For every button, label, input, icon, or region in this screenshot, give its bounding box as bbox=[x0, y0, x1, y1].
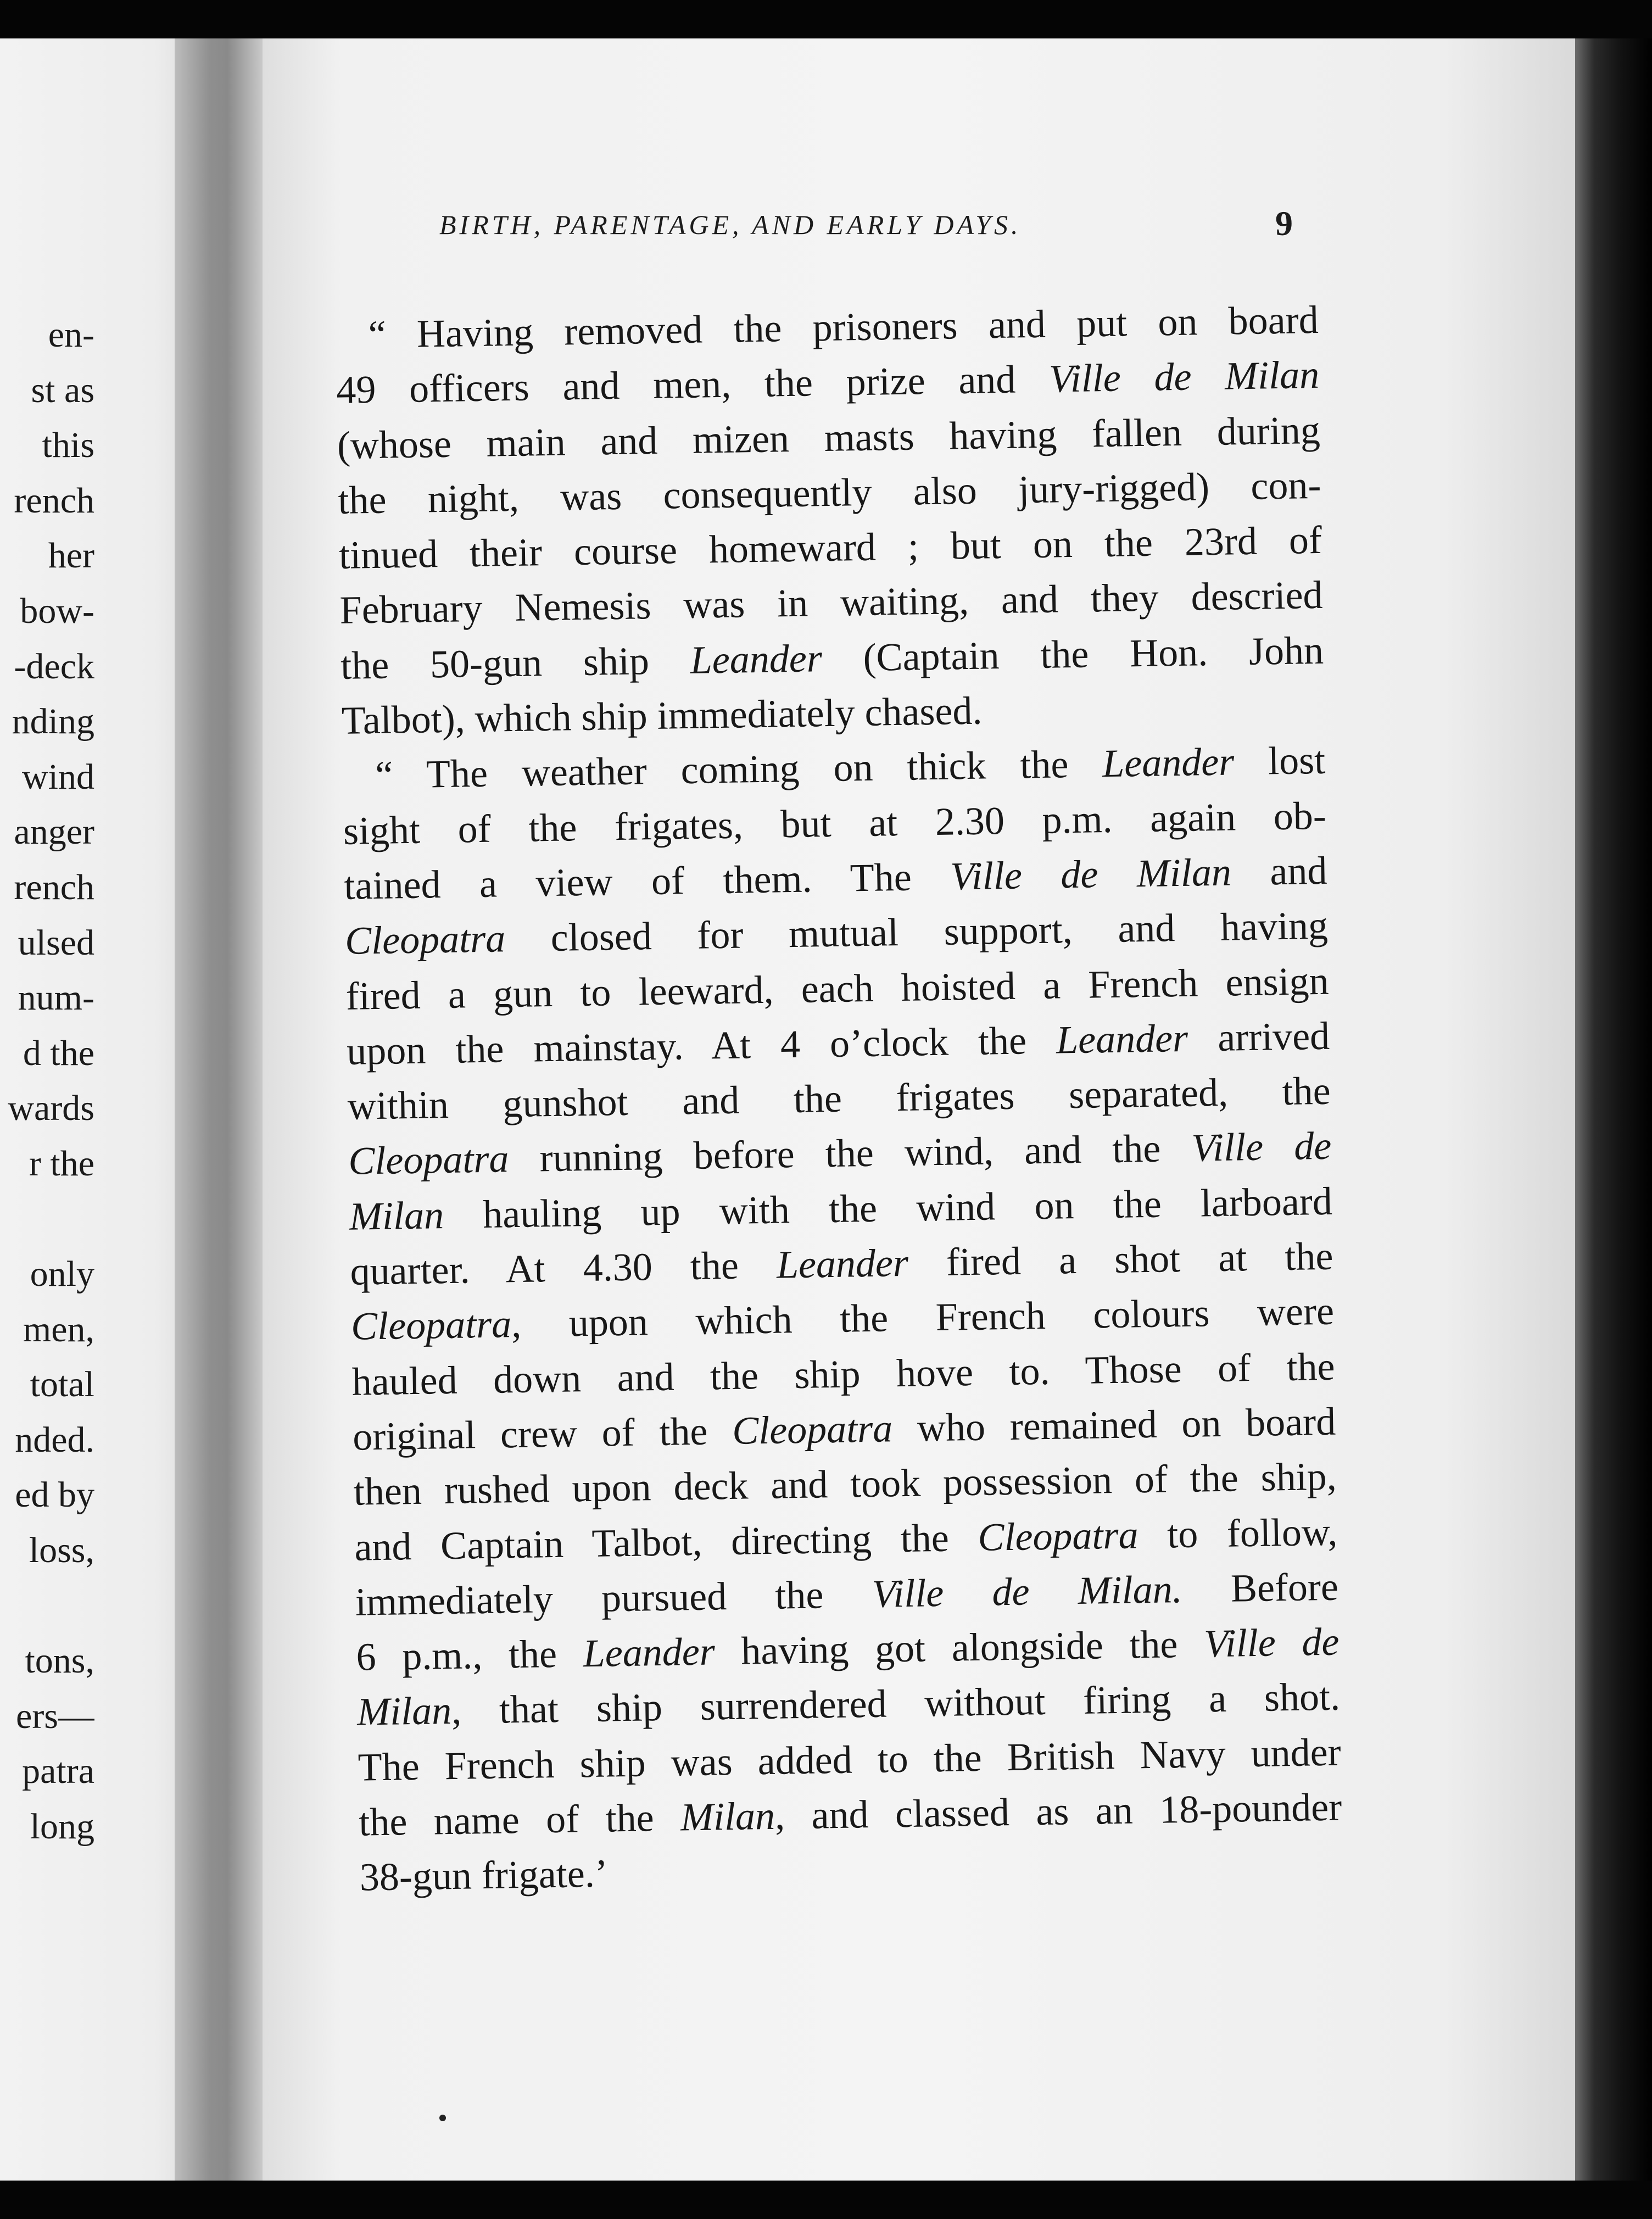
left-page-line: rench bbox=[14, 480, 94, 521]
italic-ship-name: Ville de bbox=[1191, 1124, 1332, 1170]
left-page-line: only bbox=[30, 1254, 94, 1295]
text-run: within gunshot and the frigates separated, the bbox=[347, 1068, 1331, 1128]
text-run: closed for mutual support, and having bbox=[505, 904, 1329, 961]
text-run: 6 p.m., the bbox=[355, 1631, 584, 1679]
text-run: immediately pursued the bbox=[355, 1571, 873, 1624]
text-run: sight of the frigates, but at 2.30 p.m. again ob- bbox=[343, 793, 1327, 853]
text-run: running before the wind, and the bbox=[508, 1126, 1192, 1181]
left-page-line: patra bbox=[22, 1751, 94, 1792]
left-page-line: rench bbox=[14, 867, 94, 907]
text-run: arrived bbox=[1187, 1013, 1330, 1060]
left-page-line: st as bbox=[31, 370, 94, 410]
text-run: 49 officers and men, the prize and bbox=[336, 356, 1050, 412]
left-page-line: ers— bbox=[16, 1696, 94, 1736]
page-number: 9 bbox=[1275, 204, 1293, 243]
left-page-line: bow- bbox=[20, 590, 94, 631]
left-page-line: men, bbox=[23, 1309, 94, 1350]
scan-bottom-border bbox=[0, 2181, 1652, 2219]
italic-ship-name: Leander bbox=[1056, 1016, 1188, 1062]
text-run: the 50-gun ship bbox=[340, 638, 691, 688]
left-page-line: loss, bbox=[29, 1530, 94, 1571]
text-run: tinued their course homeward ; but on the 23rd of bbox=[338, 518, 1322, 578]
text-run: The French ship was added to the British Navy under bbox=[358, 1730, 1342, 1789]
italic-ship-name: Ville de Milan. bbox=[871, 1566, 1183, 1616]
text-run: lost bbox=[1234, 738, 1326, 784]
left-page-line: wind bbox=[22, 756, 94, 797]
text-run: Talbot), which ship immediately chased. bbox=[341, 688, 983, 743]
left-page-line: total bbox=[30, 1364, 94, 1405]
italic-ship-name: Leander bbox=[1102, 739, 1235, 786]
text-run: and bbox=[1231, 848, 1327, 894]
left-page-line: her bbox=[48, 536, 94, 576]
italic-ship-name: Milan bbox=[680, 1793, 775, 1839]
italic-ship-name: Leander bbox=[690, 635, 823, 682]
left-page-line bbox=[0, 1192, 94, 1247]
text-run: hauling up with the wind on the larboard bbox=[443, 1179, 1333, 1237]
text-run: then rushed upon deck and took possession of the ship, bbox=[353, 1454, 1337, 1514]
text-run: , that ship surrendered without firing a shot. bbox=[451, 1674, 1341, 1733]
left-page-line: ed by bbox=[15, 1475, 94, 1515]
text-run: “ Having removed the prisoners and put on board bbox=[368, 297, 1319, 357]
left-page-line: nded. bbox=[15, 1419, 94, 1460]
text-run: , and classed as an 18-pounder bbox=[774, 1785, 1342, 1838]
italic-ship-name: Cleopatra bbox=[348, 1136, 510, 1184]
ink-speck bbox=[439, 2115, 446, 2121]
italic-ship-name: Leander bbox=[583, 1629, 716, 1676]
text-run: 38-gun frigate.’ bbox=[359, 1851, 609, 1899]
text-run: the night, was consequently also jury-rigged) con- bbox=[337, 462, 1321, 522]
left-page-text-fragments bbox=[0, 308, 94, 1855]
italic-ship-name: Cleopatra bbox=[350, 1302, 512, 1349]
book-edge-shadow bbox=[1575, 38, 1652, 2181]
left-page-line: this bbox=[42, 425, 94, 466]
italic-ship-name: Milan bbox=[356, 1688, 452, 1735]
text-run: quarter. At 4.30 the bbox=[349, 1242, 777, 1294]
italic-ship-name: Cleopatra bbox=[732, 1406, 893, 1453]
italic-ship-name: Ville de Milan bbox=[950, 850, 1232, 899]
text-run: (Captain the Hon. John bbox=[822, 628, 1324, 680]
book-gutter-shadow bbox=[175, 38, 263, 2181]
page-body-text bbox=[335, 292, 1343, 1905]
text-run: (whose main and mizen masts having fallen during bbox=[337, 408, 1321, 467]
text-run: and Captain Talbot, directing the bbox=[354, 1515, 979, 1569]
left-page-line: -deck bbox=[14, 646, 94, 687]
text-run: February Nemesis was in waiting, and they descried bbox=[339, 573, 1324, 633]
scan-top-border bbox=[0, 0, 1652, 38]
text-run: Before bbox=[1182, 1564, 1339, 1611]
text-run: fired a gun to leeward, each hoisted a French ensign bbox=[345, 958, 1330, 1018]
text-run: upon the mainstay. At 4 o’clock the bbox=[346, 1018, 1057, 1073]
left-page-line: tons, bbox=[25, 1641, 94, 1681]
italic-ship-name: Milan bbox=[349, 1192, 444, 1239]
text-run: having got alongside the bbox=[715, 1621, 1204, 1674]
running-title: BIRTH, PARENTAGE, AND EARLY DAYS. bbox=[439, 209, 1022, 240]
left-page-line: num- bbox=[18, 978, 94, 1018]
left-page-line: nding bbox=[12, 701, 94, 742]
italic-ship-name: Cleopatra bbox=[344, 916, 506, 963]
text-run: the name of the bbox=[358, 1795, 681, 1844]
text-run: “ The weather coming on thick the bbox=[375, 741, 1103, 798]
left-page-line: en- bbox=[48, 315, 94, 355]
left-page-line: long bbox=[30, 1807, 94, 1847]
left-page-line: anger bbox=[14, 812, 94, 852]
text-run: original crew of the bbox=[352, 1408, 733, 1459]
left-page-line: wards bbox=[8, 1088, 94, 1129]
left-page-line: d the bbox=[23, 1033, 94, 1073]
left-page-line bbox=[0, 1579, 94, 1634]
text-run: who remained on board bbox=[892, 1399, 1336, 1451]
italic-ship-name: Leander bbox=[776, 1240, 909, 1287]
italic-ship-name: Ville de bbox=[1203, 1619, 1340, 1666]
text-run: to follow, bbox=[1137, 1509, 1338, 1557]
left-page-line: r the bbox=[29, 1143, 94, 1184]
left-page-line: ulsed bbox=[18, 922, 94, 963]
text-run: fired a shot at the bbox=[908, 1234, 1333, 1285]
italic-ship-name: Ville de Milan bbox=[1048, 353, 1320, 401]
text-run: hauled down and the ship hove to. Those of the bbox=[351, 1344, 1336, 1404]
text-run: , upon which the French colours were bbox=[511, 1289, 1335, 1346]
italic-ship-name: Cleopatra bbox=[977, 1512, 1139, 1559]
text-run: tained a view of them. The bbox=[343, 854, 951, 908]
